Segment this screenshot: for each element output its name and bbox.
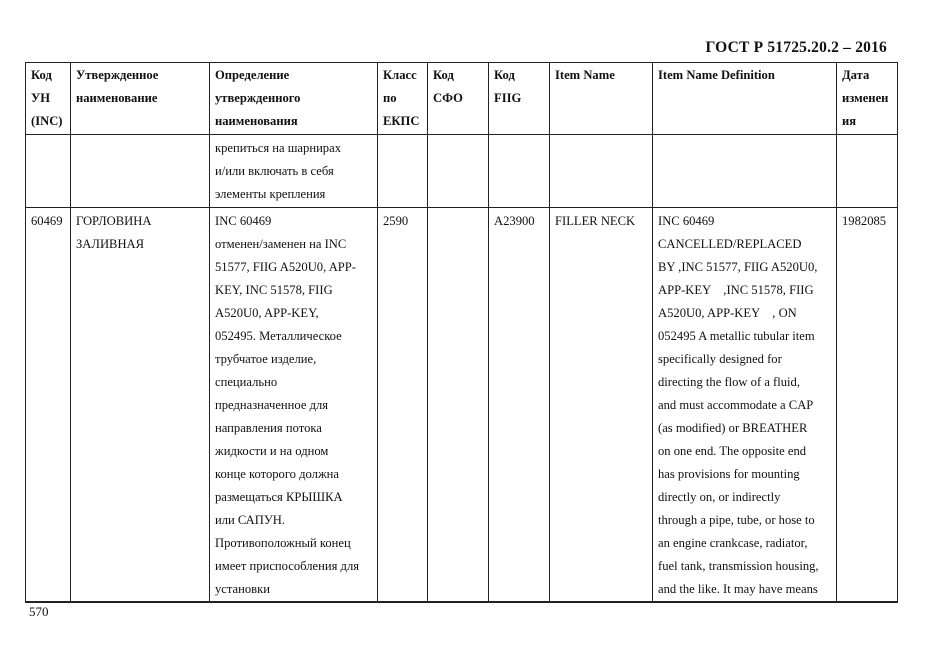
page-number: 570: [29, 604, 49, 619]
header-code-fiig: Код FIIG: [489, 63, 550, 135]
cont-item-name-cell: [550, 135, 653, 208]
nomenclature-table: [25, 62, 898, 603]
cont-class-cell: [378, 135, 428, 208]
table-row: [26, 208, 898, 603]
cont-name-cell: [71, 135, 210, 208]
definition-cell: INC 60469 отменен/заменен на INC 51577, FIIG A520U0, APP- KEY, INC 51578, FIIG A520U0, APP-KEY, 052495. Металлическое трубчатое изделие, специально предназначенное для направления потока жидкости и на одном конце которого должна размещаться КРЫШКА или САПУН. Противоположный конец имеет приспособления для установки: [210, 208, 378, 603]
header-inc-code: Код УН (INC): [26, 63, 71, 135]
approved-name-cell: ГОРЛОВИНА ЗАЛИВНАЯ: [71, 208, 210, 603]
cont-definition-cell: крепиться на шарнирах и/или включать в себя элементы крепления: [210, 135, 378, 208]
header-item-name: Item Name: [550, 63, 653, 135]
code-sfo-cell: [428, 208, 489, 603]
header-date-changed: Дата изменен ия: [837, 63, 898, 135]
continuation-row: [26, 135, 898, 208]
code-fiig-cell: A23900: [489, 208, 550, 603]
item-name-cell: FILLER NECK: [550, 208, 653, 603]
inc-code-cell: 60469: [26, 208, 71, 603]
date-changed-cell: 1982085: [837, 208, 898, 603]
header-definition: Определение утвержденного наименования: [210, 63, 378, 135]
cont-sfo-cell: [428, 135, 489, 208]
header-code-sfo: Код СФО: [428, 63, 489, 135]
header-row: [26, 63, 898, 135]
header-item-name-definition: Item Name Definition: [653, 63, 837, 135]
cont-fiig-cell: [489, 135, 550, 208]
header-class-ekps: Класс по ЕКПС: [378, 63, 428, 135]
cont-item-definition-cell: [653, 135, 837, 208]
item-definition-cell: INC 60469 CANCELLED/REPLACED BY ,INC 51577, FIIG A520U0, APP-KEY ,INC 51578, FIIG A520U0, APP-KEY , ON 052495 A metallic tubular item specifically designed for directing the flow of a fluid, and must accommodate a CAP (as modified) or BREATHER on one end. The opposite end has provisions for mounting directly on, or indirectly through a pipe, tube, or hose to an engine crankcase, radiator, fuel tank, transmission housing, and the like. It may have means: [653, 208, 837, 603]
cont-inc-cell: [26, 135, 71, 208]
cont-date-cell: [837, 135, 898, 208]
class-ekps-cell: 2590: [378, 208, 428, 603]
standard-title: ГОСТ Р 51725.20.2 – 2016: [705, 39, 887, 56]
header-approved-name: Утвержденное наименование: [71, 63, 210, 135]
